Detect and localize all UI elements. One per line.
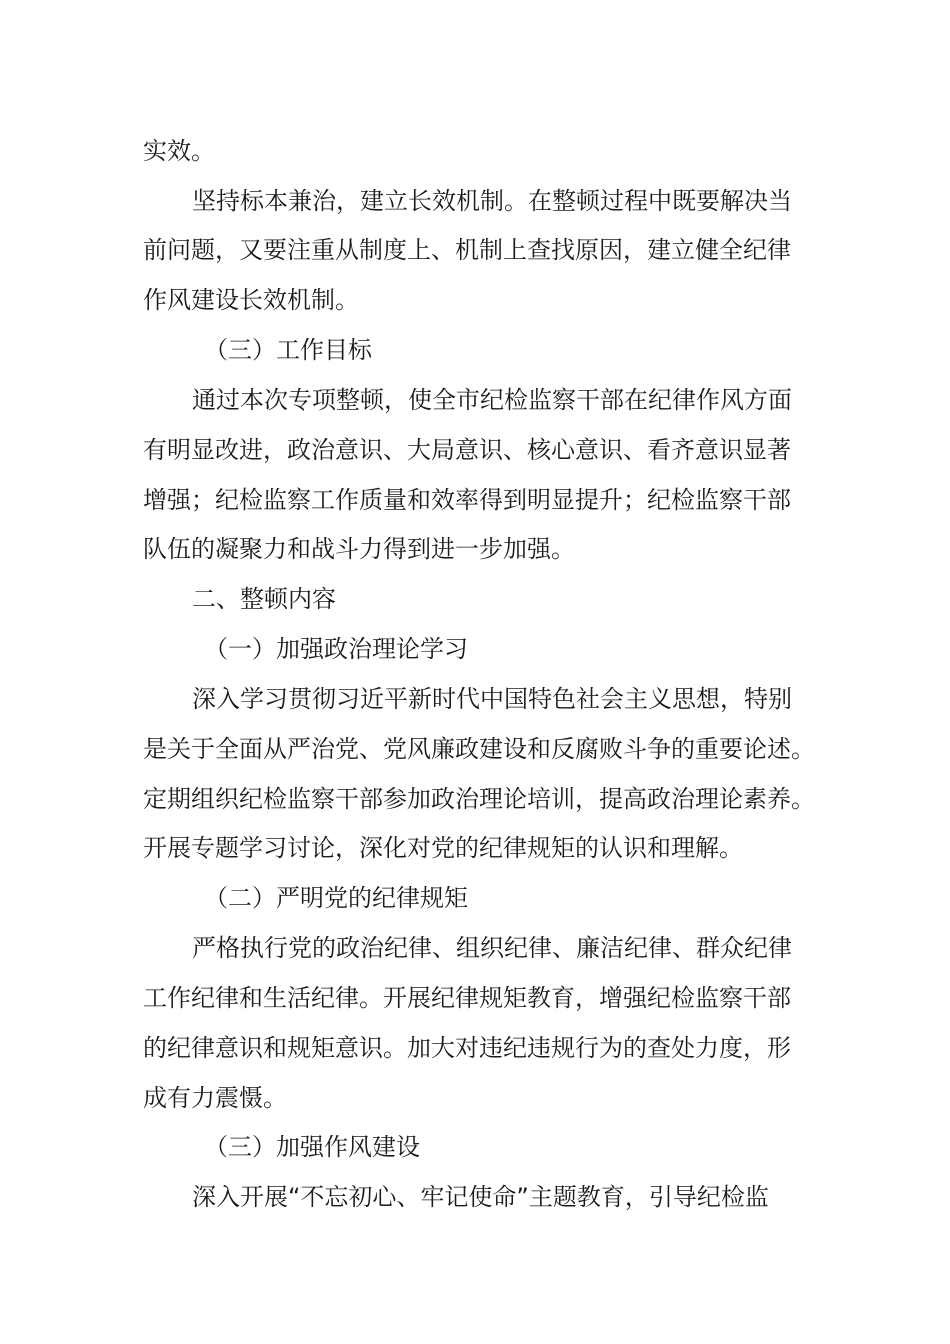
section-heading: （三）加强作风建设 bbox=[204, 1133, 420, 1161]
paragraph-line: 队伍的凝聚力和战斗力得到进一步加强。 bbox=[143, 535, 575, 563]
paragraph-line: 通过本次专项整顿，使全市纪检监察干部在纪律作风方面 bbox=[192, 386, 792, 414]
paragraph-line: 开展专题学习讨论，深化对党的纪律规矩的认识和理解。 bbox=[143, 834, 743, 862]
section-heading: （二）严明党的纪律规矩 bbox=[204, 884, 468, 912]
paragraph-line: 的纪律意识和规矩意识。加大对违纪违规行为的查处力度，形 bbox=[143, 1034, 791, 1062]
section-heading: （三）工作目标 bbox=[204, 336, 372, 364]
section-heading: （一）加强政治理论学习 bbox=[204, 635, 468, 663]
paragraph-line: 深入学习贯彻习近平新时代中国特色社会主义思想，特别 bbox=[192, 685, 792, 713]
chapter-heading: 二、整顿内容 bbox=[192, 585, 336, 613]
paragraph-line: 成有力震慑。 bbox=[143, 1084, 287, 1112]
paragraph-line: 定期组织纪检监察干部参加政治理论培训，提高政治理论素养。 bbox=[143, 785, 815, 813]
paragraph-line: 有明显改进，政治意识、大局意识、核心意识、看齐意识显著 bbox=[143, 436, 791, 464]
paragraph-line: 作风建设长效机制。 bbox=[143, 286, 359, 314]
paragraph-line: 前问题，又要注重从制度上、机制上查找原因，建立健全纪律 bbox=[143, 236, 791, 264]
paragraph-line: 严格执行党的政治纪律、组织纪律、廉洁纪律、群众纪律 bbox=[192, 934, 792, 962]
paragraph-line: 实效。 bbox=[143, 137, 215, 165]
paragraph-line: 工作纪律和生活纪律。开展纪律规矩教育，增强纪检监察干部 bbox=[143, 984, 791, 1012]
paragraph-line: 深入开展“不忘初心、牢记使命”主题教育，引导纪检监 bbox=[192, 1183, 769, 1211]
paragraph-line: 是关于全面从严治党、党风廉政建设和反腐败斗争的重要论述。 bbox=[143, 735, 815, 763]
paragraph-line: 坚持标本兼治，建立长效机制。在整顿过程中既要解决当 bbox=[192, 187, 792, 215]
paragraph-line: 增强；纪检监察工作质量和效率得到明显提升；纪检监察干部 bbox=[143, 486, 791, 514]
